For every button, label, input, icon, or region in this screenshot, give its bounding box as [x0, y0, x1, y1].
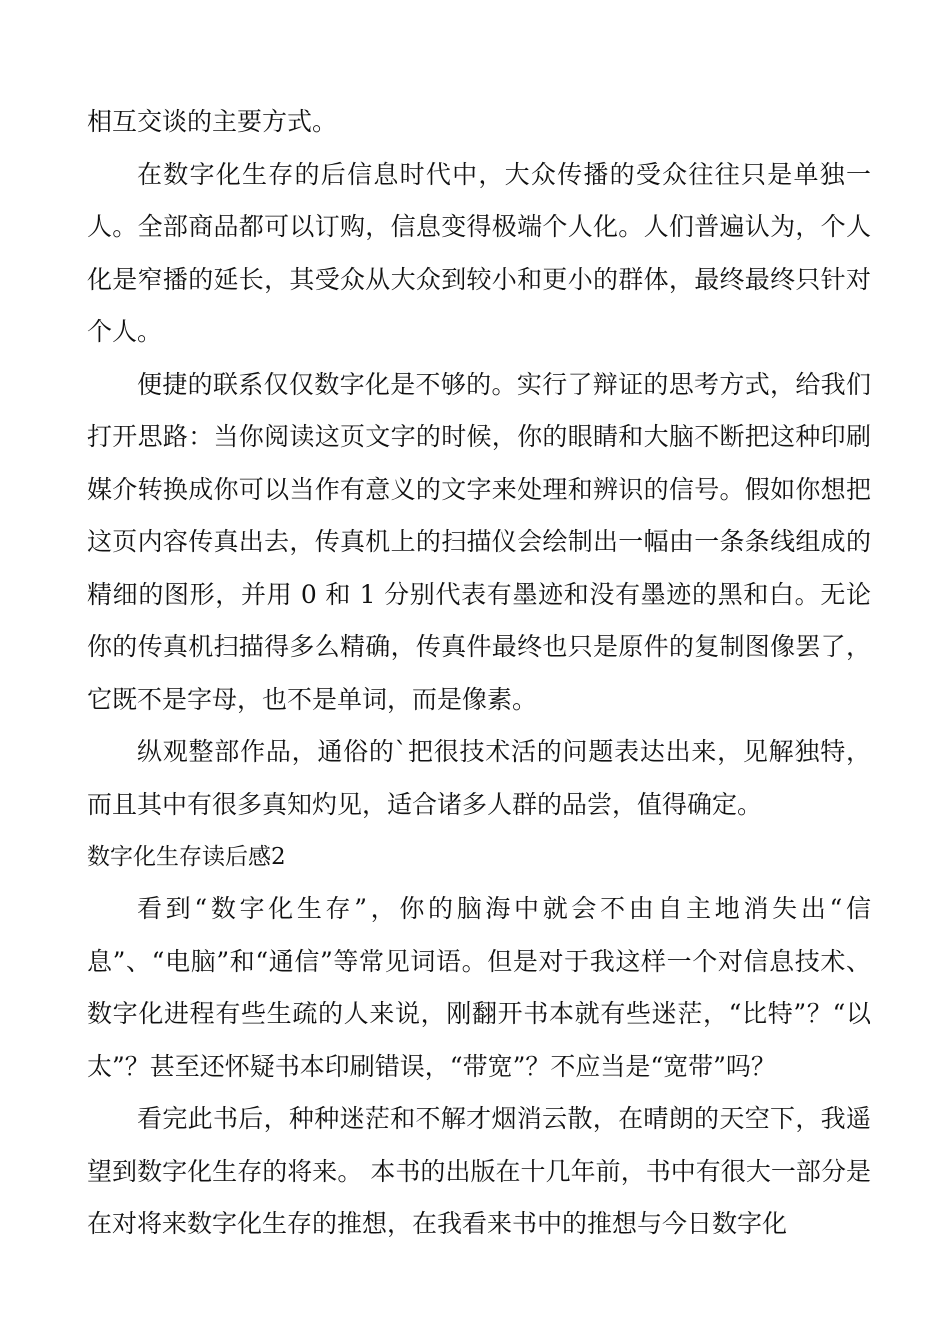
- paragraph-continuation: 相互交谈的主要方式。: [87, 107, 338, 136]
- paragraph-digitization-fax: 便捷的联系仅仅数字化是不够的。实行了辩证的思考方式，给我们打开思路：当你阅读这页文字的时候，你的眼睛和大脑不断把这种印刷媒介转换成你可以当作有意义的文字来处理和辨识的信号。假如你想把这页内容传真出去，传真机上的扫描仪会绘制出一幅由一条条线组成的精细的图形，并用 0 和 1 分别代表有墨迹和没有墨迹的黑和白。无论你的传真机扫描得多么精确，传真件最终也只是原件的复制图像罢了，它既不是字母，也不是单词，而是像素。: [87, 369, 871, 714]
- paragraph-mass-communication: 在数字化生存的后信息时代中，大众传播的受众往往只是单独一人。全部商品都可以订购，信息变得极端个人化。人们普遍认为，个人化是窄播的延长，其受众从大众到较小和更小的群体，最终最终只针对个人。: [87, 159, 871, 346]
- paragraph-first-impression: 看到“数字化生存”，你的脑海中就会不由自主地消失出“信息”、“电脑”和“通信”等常见词语。但是对于我这样一个对信息技术、数字化进程有些生疏的人来说，刚翻开书本就有些迷茫，“比特”？“以太”？甚至还怀疑书本印刷错误，“带宽”？不应当是“宽带”吗？: [87, 894, 871, 1081]
- paragraph-overall-review: 纵观整部作品，通俗的`把很技术活的问题表达出来，见解独特，而且其中有很多真知灼见，适合诸多人群的品尝，值得确定。: [87, 737, 871, 819]
- document-body: [87, 96, 871, 1251]
- paragraph-after-reading: 看完此书后，种种迷茫和不解才烟消云散，在晴朗的天空下，我遥望到数字化生存的将来。 本书的出版在十几年前，书中有很大一部分是在对将来数字化生存的推想，在我看来书中的推想与今日数字化: [87, 1104, 871, 1238]
- section-heading: 数字化生存读后感2: [87, 844, 286, 870]
